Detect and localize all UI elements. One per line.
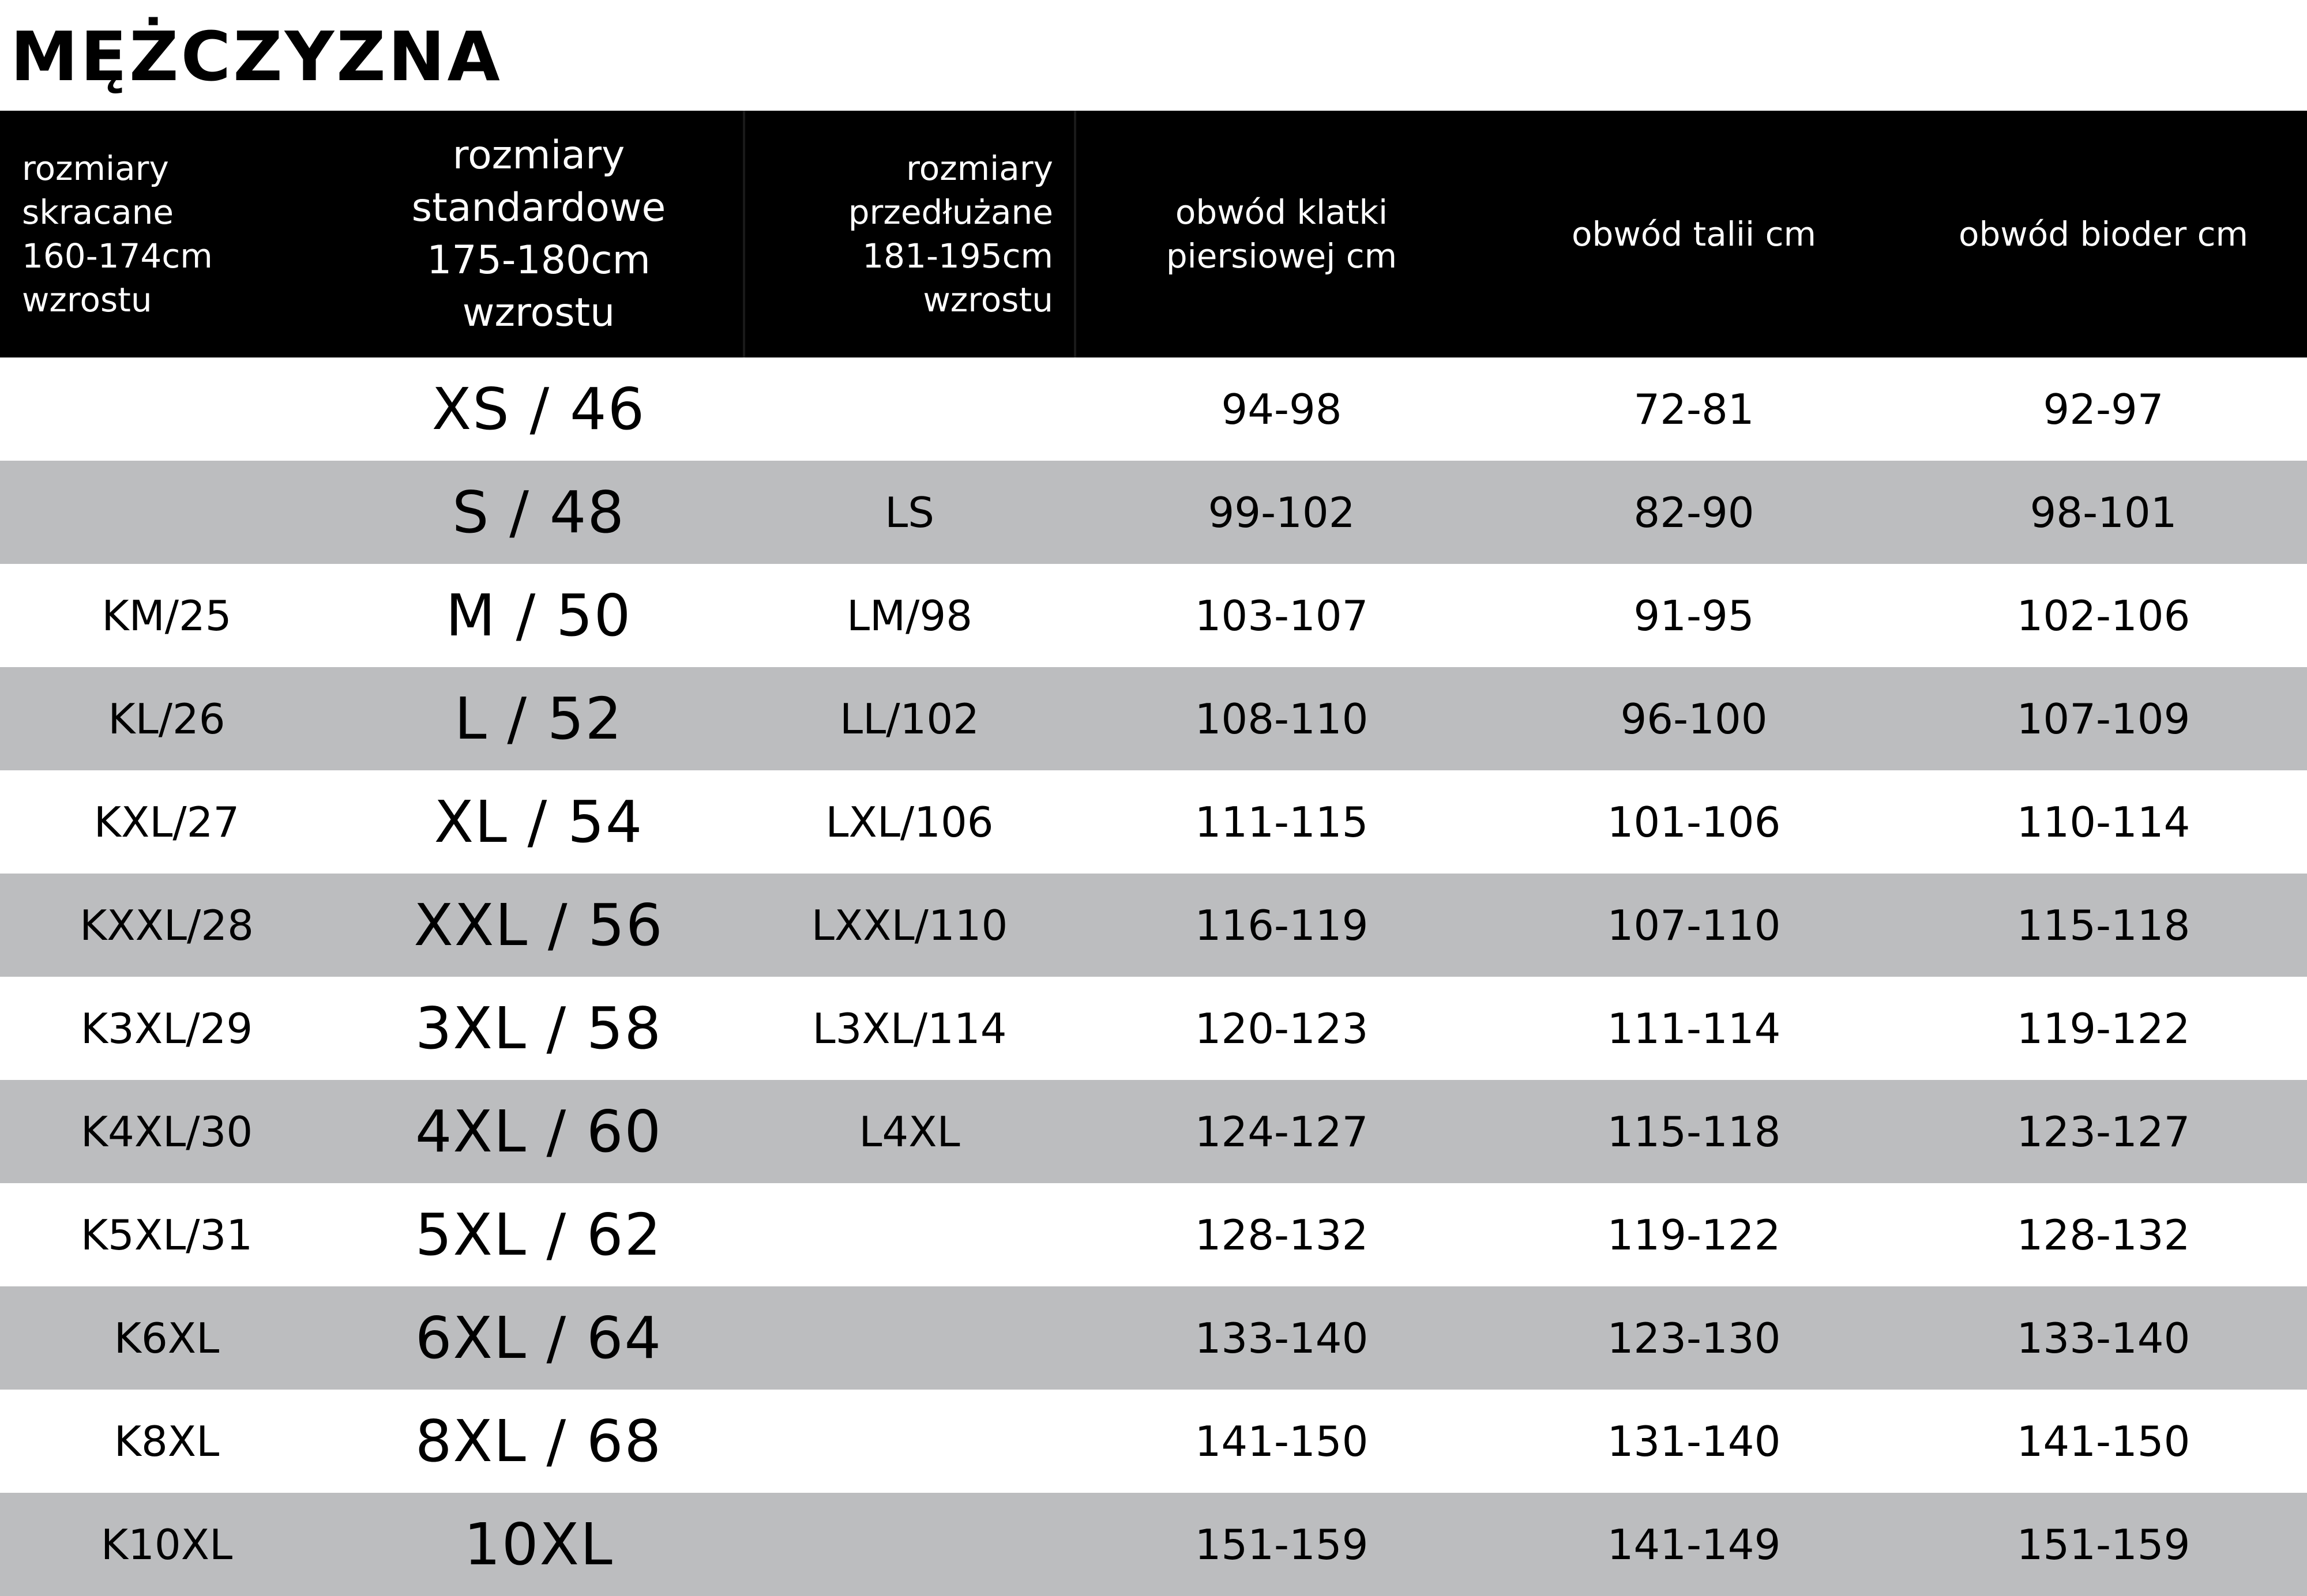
cell-chest: 108-110 xyxy=(1194,694,1369,743)
header-chest xyxy=(1075,111,1488,357)
cell-hips: 107-109 xyxy=(2016,694,2190,743)
cell-chest: 94-98 xyxy=(1221,385,1342,434)
cell-chest: 128-132 xyxy=(1194,1210,1369,1259)
size-table-body xyxy=(0,357,2307,1596)
cell-waist: 82-90 xyxy=(1633,488,1754,537)
cell-standard: S / 48 xyxy=(452,479,625,546)
cell-short: KXXL/28 xyxy=(80,901,254,950)
size-table-header xyxy=(0,111,2307,357)
cell-hips: 119-122 xyxy=(2016,1004,2190,1053)
header-waist xyxy=(1488,111,1900,357)
cell-short: K3XL/29 xyxy=(80,1004,253,1053)
cell-short: K4XL/30 xyxy=(80,1107,253,1156)
header-line: piersiowej cm xyxy=(1166,236,1397,276)
cell-standard: 3XL / 58 xyxy=(415,995,663,1062)
table-row xyxy=(0,977,2307,1080)
cell-short: KL/26 xyxy=(108,694,226,743)
cell-waist: 72-81 xyxy=(1633,385,1754,434)
header-line: obwód talii cm xyxy=(1572,214,1816,254)
header-line: wzrostu xyxy=(923,280,1053,319)
cell-short: KXL/27 xyxy=(93,797,240,846)
header-line: obwód klatki xyxy=(1175,193,1388,232)
cell-hips: 133-140 xyxy=(2016,1313,2190,1362)
cell-standard: XS / 46 xyxy=(431,375,646,443)
cell-hips: 92-97 xyxy=(2043,385,2164,434)
header-short-sizes xyxy=(0,111,333,357)
table-row xyxy=(0,1493,2307,1596)
cell-long: LS xyxy=(885,488,934,537)
table-row xyxy=(0,667,2307,770)
header-line: wzrostu xyxy=(22,280,152,319)
cell-short: K8XL xyxy=(114,1417,220,1466)
cell-chest: 151-159 xyxy=(1194,1520,1369,1569)
cell-standard: XL / 54 xyxy=(434,788,644,856)
header-line: 181-195cm xyxy=(862,236,1053,276)
cell-long: LM/98 xyxy=(846,591,973,640)
header-divider xyxy=(1074,111,1076,357)
cell-standard: 4XL / 60 xyxy=(415,1098,663,1165)
header-line: rozmiary xyxy=(22,149,169,188)
cell-hips: 128-132 xyxy=(2016,1210,2190,1259)
cell-chest: 111-115 xyxy=(1194,797,1369,846)
cell-long xyxy=(744,1286,1075,1390)
cell-hips: 115-118 xyxy=(2016,901,2190,950)
table-row xyxy=(0,1183,2307,1286)
header-line: rozmiary xyxy=(906,149,1053,188)
cell-long xyxy=(744,357,1075,461)
header-long-sizes xyxy=(744,111,1075,357)
size-table xyxy=(0,111,2307,1596)
cell-short xyxy=(0,357,333,461)
table-row xyxy=(0,874,2307,977)
table-row xyxy=(0,564,2307,667)
cell-waist: 96-100 xyxy=(1620,694,1768,743)
cell-chest: 124-127 xyxy=(1194,1107,1369,1156)
cell-chest: 133-140 xyxy=(1194,1313,1369,1362)
cell-standard: 10XL xyxy=(464,1511,614,1578)
cell-long: L3XL/114 xyxy=(812,1004,1007,1053)
cell-hips: 151-159 xyxy=(2016,1520,2190,1569)
page-title: MĘŻCZYZNA xyxy=(10,17,502,96)
header-line: 175-180cm xyxy=(427,238,651,283)
header-divider xyxy=(743,111,745,357)
cell-standard: L / 52 xyxy=(454,685,623,752)
cell-hips: 102-106 xyxy=(2016,591,2190,640)
cell-long: LXL/106 xyxy=(825,797,994,846)
cell-hips: 98-101 xyxy=(2030,488,2177,537)
cell-standard: XXL / 56 xyxy=(414,891,664,959)
cell-long xyxy=(744,1493,1075,1596)
header-line: rozmiary xyxy=(452,133,625,178)
cell-long: LL/102 xyxy=(840,694,979,743)
header-line: skracane xyxy=(22,193,174,232)
cell-waist: 141-149 xyxy=(1607,1520,1781,1569)
cell-waist: 111-114 xyxy=(1607,1004,1781,1053)
table-row xyxy=(0,1080,2307,1183)
cell-waist: 119-122 xyxy=(1607,1210,1781,1259)
cell-hips: 110-114 xyxy=(2016,797,2190,846)
cell-waist: 123-130 xyxy=(1607,1313,1781,1362)
cell-long xyxy=(744,1183,1075,1286)
cell-short: K10XL xyxy=(100,1520,233,1569)
cell-short: K5XL/31 xyxy=(80,1210,253,1259)
table-row xyxy=(0,1286,2307,1390)
cell-long: L4XL xyxy=(859,1107,960,1156)
cell-standard: 8XL / 68 xyxy=(415,1407,663,1475)
header-line: standardowe xyxy=(411,185,666,231)
header-row xyxy=(0,111,2307,357)
cell-chest: 116-119 xyxy=(1194,901,1369,950)
cell-chest: 141-150 xyxy=(1194,1417,1369,1466)
table-row xyxy=(0,461,2307,564)
header-line: obwód bioder cm xyxy=(1958,214,2249,254)
header-standard-sizes xyxy=(333,111,744,357)
header-line: przedłużane xyxy=(848,193,1053,232)
cell-long xyxy=(744,1390,1075,1493)
cell-waist: 115-118 xyxy=(1607,1107,1781,1156)
cell-waist: 131-140 xyxy=(1607,1417,1781,1466)
cell-waist: 91-95 xyxy=(1633,591,1754,640)
cell-waist: 101-106 xyxy=(1607,797,1781,846)
cell-hips: 123-127 xyxy=(2016,1107,2190,1156)
cell-standard: M / 50 xyxy=(445,582,632,649)
cell-chest: 99-102 xyxy=(1208,488,1355,537)
header-line: 160-174cm xyxy=(22,236,213,276)
cell-chest: 103-107 xyxy=(1194,591,1369,640)
table-row xyxy=(0,1390,2307,1493)
cell-short: KM/25 xyxy=(102,591,232,640)
cell-standard: 5XL / 62 xyxy=(415,1201,663,1268)
cell-long: LXXL/110 xyxy=(811,901,1008,950)
cell-standard: 6XL / 64 xyxy=(415,1304,663,1372)
table-row xyxy=(0,357,2307,461)
cell-hips: 141-150 xyxy=(2016,1417,2190,1466)
cell-short: K6XL xyxy=(114,1313,220,1362)
header-hips xyxy=(1900,111,2307,357)
header-line: wzrostu xyxy=(462,290,615,336)
cell-waist: 107-110 xyxy=(1607,901,1781,950)
cell-chest: 120-123 xyxy=(1194,1004,1369,1053)
cell-short xyxy=(0,461,333,564)
table-row xyxy=(0,770,2307,874)
